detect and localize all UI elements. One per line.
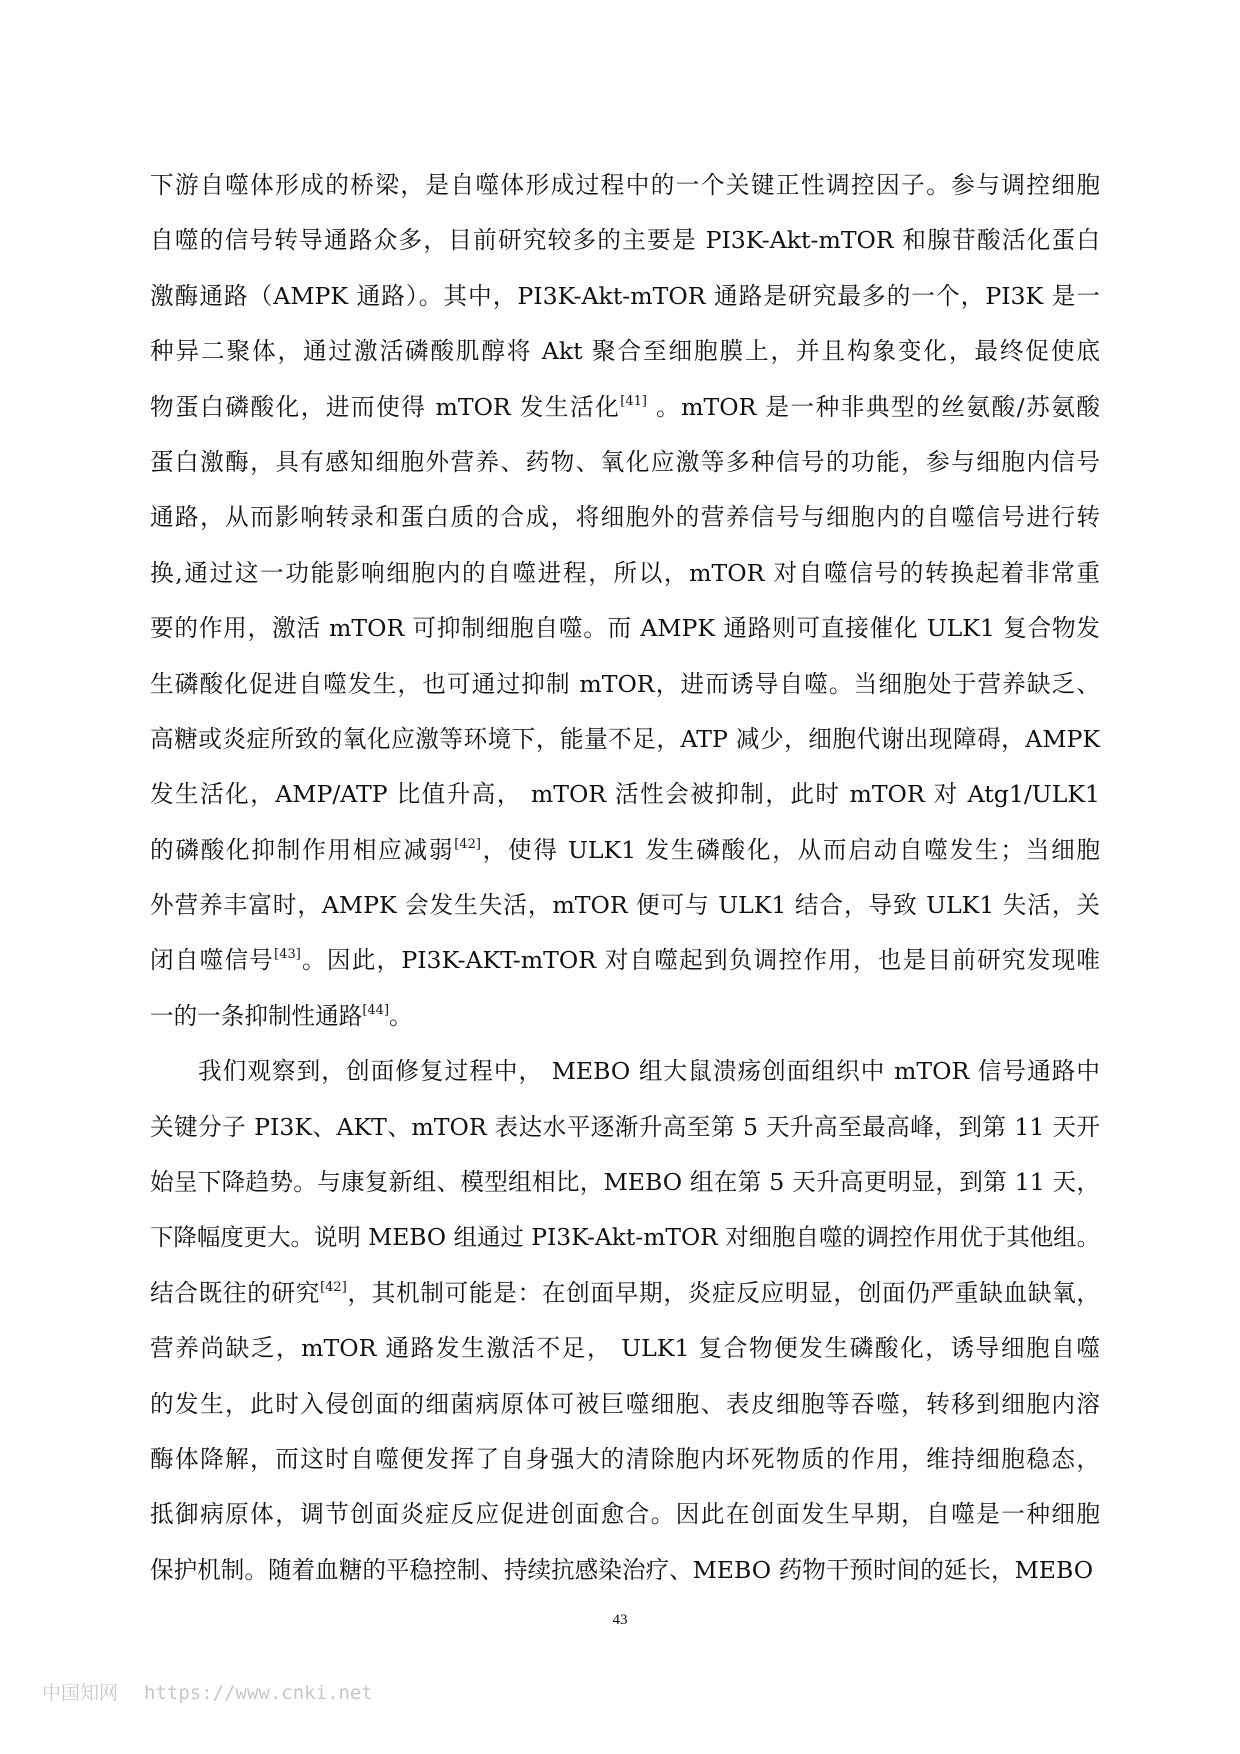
text-segment: 始呈下降趋势。与康复新组、模型组相比，MEBO 组在第 5 天升高更明显，到第 11 天， <box>150 1168 1100 1197</box>
text-segment: 要的作用，激活 mTOR 可抑制细胞自噬。而 AMPK 通路则可直接催化 ULK1 复合物发 <box>150 614 1100 643</box>
text-line <box>150 269 1100 324</box>
text-segment: 我们观察到，创面修复过程中， MEBO 组大鼠溃疡创面组织中 mTOR 信号通路中 <box>198 1057 1100 1086</box>
text-segment: 的发生，此时入侵创面的细菌病原体可被巨噬细胞、表皮细胞等吞噬，转移到细胞内溶 <box>150 1389 1100 1418</box>
text-segment: 。mTOR 是一种非典型的丝氨酸/苏氨酸 <box>646 392 1100 421</box>
text-line <box>150 767 1100 822</box>
text-line <box>150 1100 1100 1155</box>
text-segment: ，使得 ULK1 发生磷酸化，从而启动自噬发生；当细胞 <box>480 835 1101 864</box>
text-segment: 闭自噬信号 <box>150 946 275 975</box>
text-line <box>150 989 1100 1044</box>
text-line <box>150 213 1100 268</box>
text-segment: 保护机制。随着血糖的平稳控制、持续抗感染治疗、MEBO 药物干预时间的延长，MEBO <box>150 1555 1094 1584</box>
watermark-label: 中国知网 <box>42 1682 119 1704</box>
text-segment: 发生活化，AMP/ATP 比值升高， mTOR 活性会被抑制，此时 mTOR 对 Atg1/ULK1 <box>150 780 1100 809</box>
paragraph <box>150 1044 1100 1598</box>
text-line <box>150 657 1100 712</box>
text-segment: 结合既往的研究 <box>150 1278 321 1307</box>
text-segment: 下游自噬体形成的桥梁，是自噬体形成过程中的一个关键正性调控因子。参与调控细胞 <box>150 171 1100 199</box>
citation-reference: [44] <box>362 1002 390 1018</box>
text-line <box>150 324 1100 379</box>
text-line <box>150 1155 1100 1210</box>
text-segment: 的磷酸化抑制作用相应减弱 <box>150 835 455 864</box>
page-number: 43 <box>612 1612 628 1628</box>
citation-reference: [42] <box>320 1279 347 1295</box>
text-line <box>150 1266 1100 1321</box>
text-line <box>150 712 1100 767</box>
text-segment: 下降幅度更大。说明 MEBO 组通过 PI3K-Akt-mTOR 对细胞自噬的调控作用优于其他组。 <box>150 1223 1100 1252</box>
text-segment: 营养尚缺乏，mTOR 通路发生激活不足， ULK1 复合物便发生磷酸化，诱导细胞自噬 <box>150 1334 1100 1363</box>
text-line <box>150 878 1100 933</box>
text-line <box>150 1044 1100 1099</box>
text-line <box>150 490 1100 545</box>
text-line <box>150 1432 1100 1487</box>
text-line <box>150 435 1100 490</box>
text-segment: 高糖或炎症所致的氧化应激等环境下，能量不足，ATP 减少，细胞代谢出现障碍，AMPK <box>150 724 1100 753</box>
text-segment: 酶体降解，而这时自噬便发挥了自身强大的清除胞内坏死物质的作用，维持细胞稳态， <box>150 1444 1100 1473</box>
text-line <box>150 1543 1100 1598</box>
text-line <box>150 1377 1100 1432</box>
paragraph <box>150 158 1100 1044</box>
text-segment: 关键分子 PI3K、AKT、mTOR 表达水平逐渐升高至第 5 天升高至最高峰，到第 11 天开 <box>150 1112 1100 1141</box>
cnki-watermark <box>42 1678 373 1705</box>
citation-reference: [42] <box>454 836 481 852</box>
text-line <box>150 546 1100 601</box>
text-line <box>150 380 1100 435</box>
text-segment: 物蛋白磷酸化，进而使得 mTOR 发生活化 <box>150 392 621 421</box>
text-line <box>150 1487 1100 1542</box>
text-segment: 生磷酸化促进自噬发生，也可通过抑制 mTOR，进而诱导自噬。当细胞处于营养缺乏、 <box>150 669 1100 698</box>
text-line <box>150 933 1100 988</box>
text-segment: 。 <box>389 1001 413 1030</box>
text-segment: 一的一条抑制性通路 <box>150 1001 363 1030</box>
citation-reference: [41] <box>620 393 647 409</box>
text-segment: 换,通过这一功能影响细胞内的自噬进程，所以，mTOR 对自噬信号的转换起着非常重 <box>150 558 1100 587</box>
text-segment: 。因此，PI3K-AKT-mTOR 对自噬起到负调控作用，也是目前研究发现唯 <box>300 946 1101 975</box>
citation-reference: [43] <box>274 947 301 963</box>
text-line <box>150 823 1100 878</box>
document-body <box>150 158 1100 1598</box>
text-segment: 激酶通路（AMPK 通路）。其中，PI3K-Akt-mTOR 通路是研究最多的一个，PI3K 是一 <box>150 281 1100 310</box>
text-segment: 抵御病原体，调节创面炎症反应促进创面愈合。因此在创面发生早期，自噬是一种细胞 <box>150 1500 1100 1529</box>
text-segment: ，其机制可能是：在创面早期，炎症反应明显，创面仍严重缺血缺氧， <box>346 1278 1101 1307</box>
text-line <box>150 1321 1100 1376</box>
text-segment: 外营养丰富时，AMPK 会发生失活，mTOR 便可与 ULK1 结合，导致 ULK1 失活，关 <box>150 891 1100 920</box>
text-segment: 自噬的信号转导通路众多，目前研究较多的主要是 PI3K-Akt-mTOR 和腺苷酸活化蛋白 <box>150 226 1100 255</box>
text-segment: 通路，从而影响转录和蛋白质的合成，将细胞外的营养信号与细胞内的自噬信号进行转 <box>150 503 1100 532</box>
text-line <box>150 158 1100 213</box>
text-line <box>150 601 1100 656</box>
text-segment: 种异二聚体，通过激活磷酸肌醇将 Akt 聚合至细胞膜上，并且构象变化，最终促使底 <box>150 337 1100 366</box>
text-line <box>150 1210 1100 1265</box>
text-segment: 蛋白激酶，具有感知细胞外营养、药物、氧化应激等多种信号的功能，参与细胞内信号 <box>150 447 1100 476</box>
watermark-url: https://www.cnki.net <box>144 1682 373 1704</box>
